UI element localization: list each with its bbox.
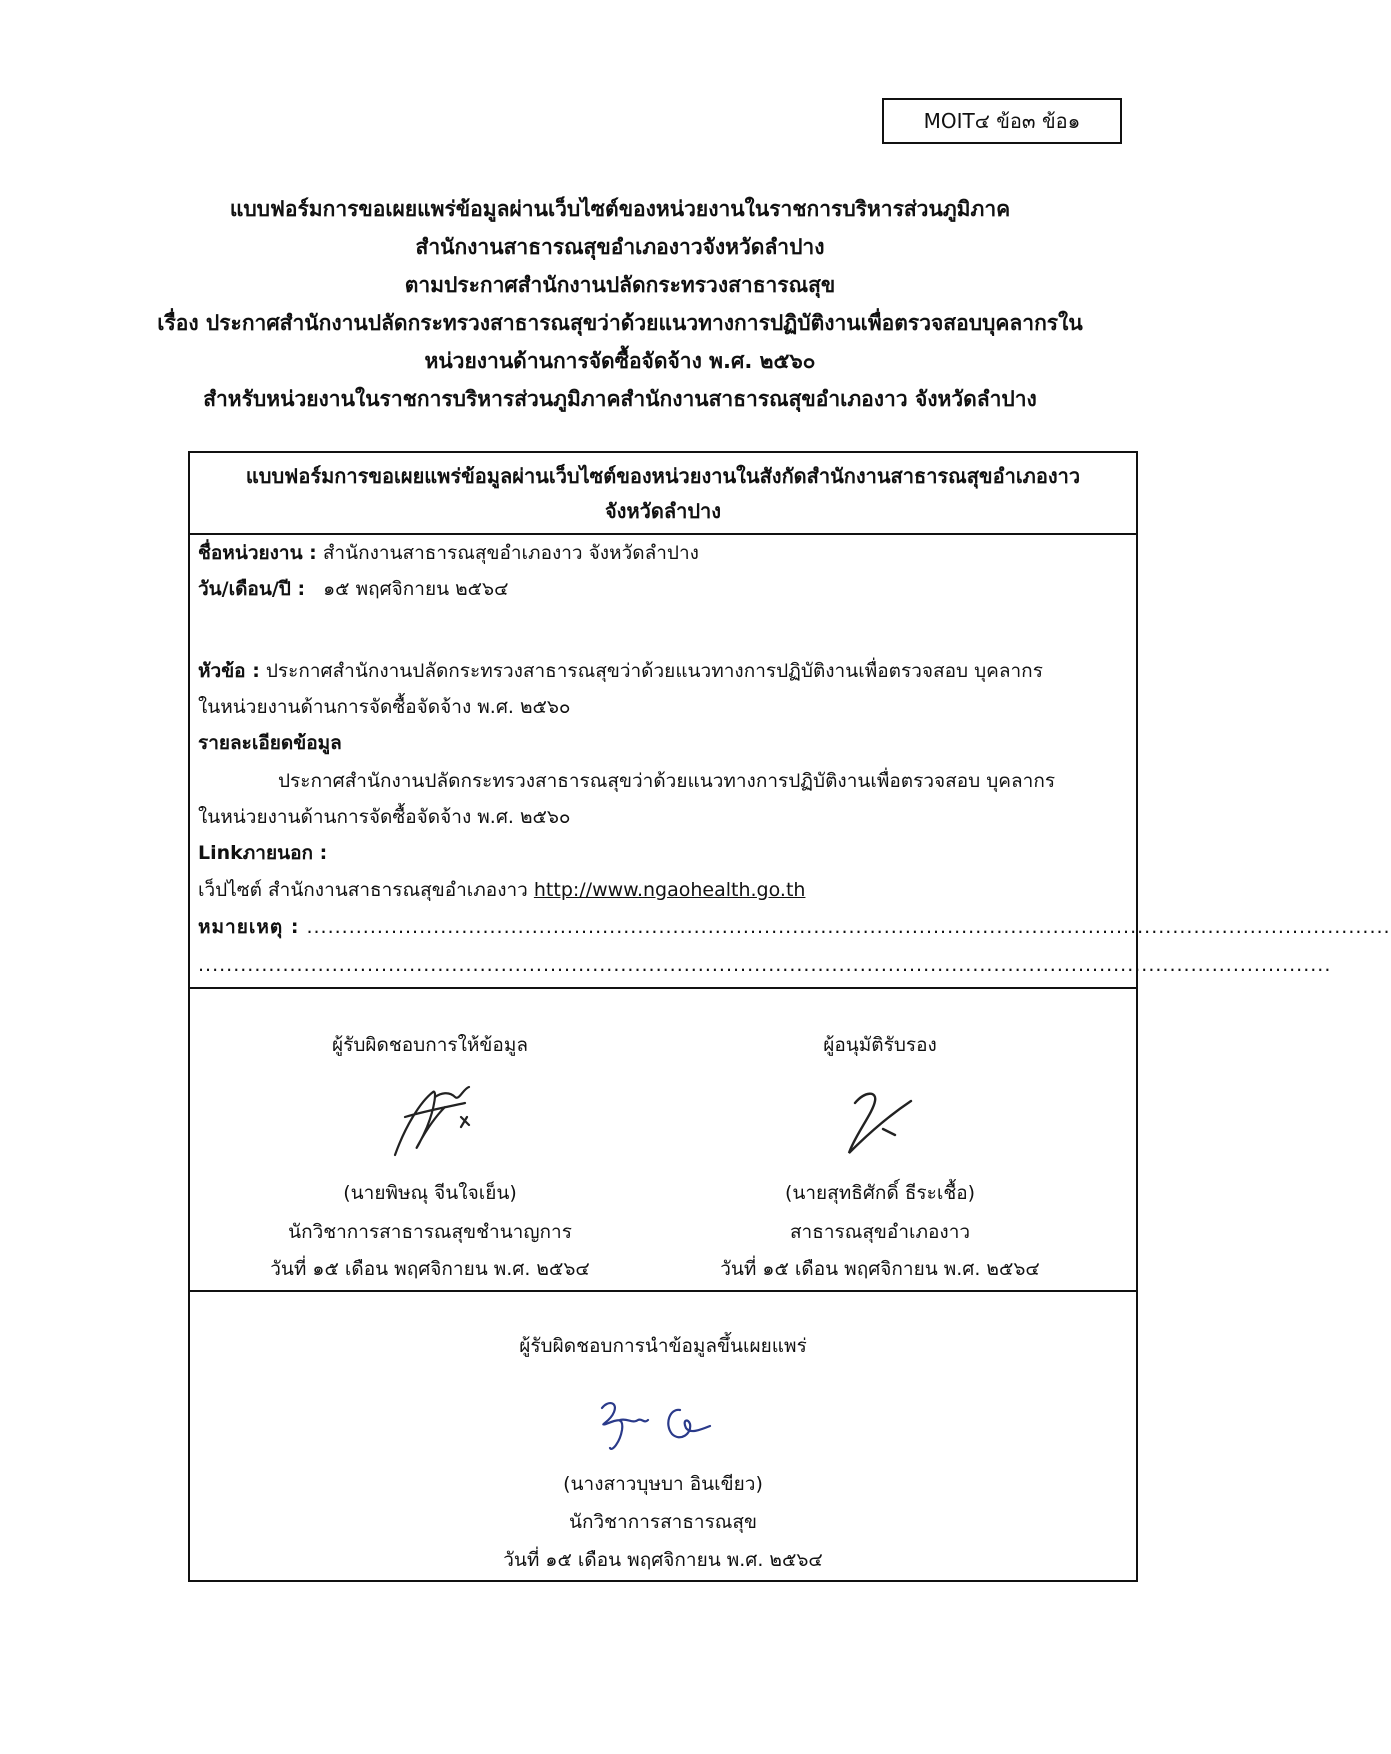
publisher-signature (588, 1390, 738, 1460)
publisher-position: นักวิชาการสาธารณสุข (568, 1511, 758, 1533)
provider-role: ผู้รับผิดชอบการให้ข้อมูล (332, 1034, 528, 1056)
approver-role: ผู้อนุมัติรับรอง (823, 1034, 937, 1056)
note-dots-2: ................................................................................................................................................................. (198, 954, 1332, 976)
header-line-3: ตามประกาศสำนักงานปลัดกระทรวงสาธารณสุข (404, 273, 836, 297)
header-line-2: สำนักงานสาธารณสุขอำเภองาวจังหวัดลำปาง (415, 235, 825, 259)
date-value: ๑๕ พฤศจิกายน ๒๕๖๔ (323, 578, 509, 600)
header-line-4: เรื่อง ประกาศสำนักงานปลัดกระทรวงสาธารณสุขว่าด้วยแนวทางการปฏิบัติงานเพื่อตรวจสอบบุคลากรใน (157, 311, 1083, 335)
form-title (190, 453, 1136, 535)
detail-label: รายละเอียดข้อมูล (198, 732, 342, 754)
website-prefix: เว็ปไซต์ สำนักงานสาธารณสุขอำเภองาว (198, 879, 528, 901)
header-line-1: แบบฟอร์มการขอเผยแพร่ข้อมูลผ่านเว็บไซต์ของหน่วยงานในราชการบริหารส่วนภูมิภาค (229, 197, 1011, 221)
note-row-2 (198, 947, 1332, 983)
publisher-name: (นางสาวบุษบา อินเขียว) (563, 1473, 763, 1495)
approver-position: สาธารณสุขอำเภองาว (789, 1221, 971, 1243)
topic-row-2 (198, 689, 1128, 725)
approver-name: (นายสุทธิศักดิ์ ธีระเชื้อ) (784, 1182, 976, 1204)
website-link[interactable]: http://www.ngaohealth.go.th (533, 879, 806, 901)
header-line-6: สำหรับหน่วยงานในราชการบริหารส่วนภูมิภาคสำนักงานสาธารณสุขอำเภองาว จังหวัดลำปาง (203, 387, 1037, 411)
agency-value: สำนักงานสาธารณสุขอำเภองาว จังหวัดลำปาง (322, 542, 699, 564)
date-row (198, 571, 1128, 607)
date-label: วัน/เดือน/ปี : (198, 578, 306, 600)
approver-signature (825, 1077, 935, 1167)
document-reference-code: MOIT๔ ข้อ๓ ข้อ๑ (882, 98, 1122, 144)
approver-date: วันที่ ๑๕ เดือน พฤศจิกายน พ.ศ. ๒๕๖๔ (720, 1258, 1040, 1280)
agency-label: ชื่อหน่วยงาน : (198, 542, 317, 564)
provider-signature (375, 1077, 485, 1167)
provider-name: (นายพิษณุ จีนใจเย็น) (343, 1182, 517, 1204)
publisher-role: ผู้รับผิดชอบการนำข้อมูลขึ้นเผยแพร่ (519, 1335, 807, 1357)
note-row (198, 909, 1391, 945)
topic-value: ประกาศสำนักงานปลัดกระทรวงสาธารณสุขว่าด้วยแนวทางการปฏิบัติงานเพื่อตรวจสอบ บุคลากร (265, 660, 1043, 682)
note-dots-1: .......................................................................................................................................................... (306, 916, 1391, 938)
detail-label-row (198, 725, 1128, 761)
publisher-date: วันที่ ๑๕ เดือน พฤศจิกายน พ.ศ. ๒๕๖๔ (503, 1549, 823, 1571)
website-row (198, 872, 1128, 908)
topic-label: หัวข้อ : (198, 660, 260, 682)
form-title-line-2: จังหวัดลำปาง (604, 499, 722, 523)
publisher-section (190, 1292, 1136, 1580)
signature-section (190, 989, 1136, 1292)
document-header (60, 190, 1180, 418)
header-line-5: หน่วยงานด้านการจัดซื้อจัดจ้าง พ.ศ. ๒๕๖๐ (424, 349, 816, 373)
form-details (190, 535, 1391, 989)
publication-form (188, 451, 1391, 1582)
link-label-row (198, 835, 1128, 871)
detail-value-continued: ในหน่วยงานด้านการจัดซื้อจัดจ้าง พ.ศ. ๒๕๖๐ (198, 806, 571, 828)
agency-row (198, 535, 1128, 571)
detail-value: ประกาศสำนักงานปลัดกระทรวงสาธารณสุขว่าด้วยแนวทางการปฏิบัติงานเพื่อตรวจสอบ บุคลากร (278, 770, 1056, 792)
detail-row (198, 763, 1128, 799)
detail-row-2 (198, 799, 1128, 835)
link-label: Linkภายนอก : (198, 842, 328, 864)
provider-position: นักวิชาการสาธารณสุขชำนาญการ (288, 1221, 572, 1243)
form-title-line-1: แบบฟอร์มการขอเผยแพร่ข้อมูลผ่านเว็บไซต์ของหน่วยงานในสังกัดสำนักงานสาธารณสุขอำเภองาว (245, 464, 1081, 488)
topic-value-continued: ในหน่วยงานด้านการจัดซื้อจัดจ้าง พ.ศ. ๒๕๖๐ (198, 696, 571, 718)
note-label: หมายเหตุ : (198, 916, 300, 938)
provider-date: วันที่ ๑๕ เดือน พฤศจิกายน พ.ศ. ๒๕๖๔ (270, 1258, 590, 1280)
topic-row (198, 653, 1128, 689)
